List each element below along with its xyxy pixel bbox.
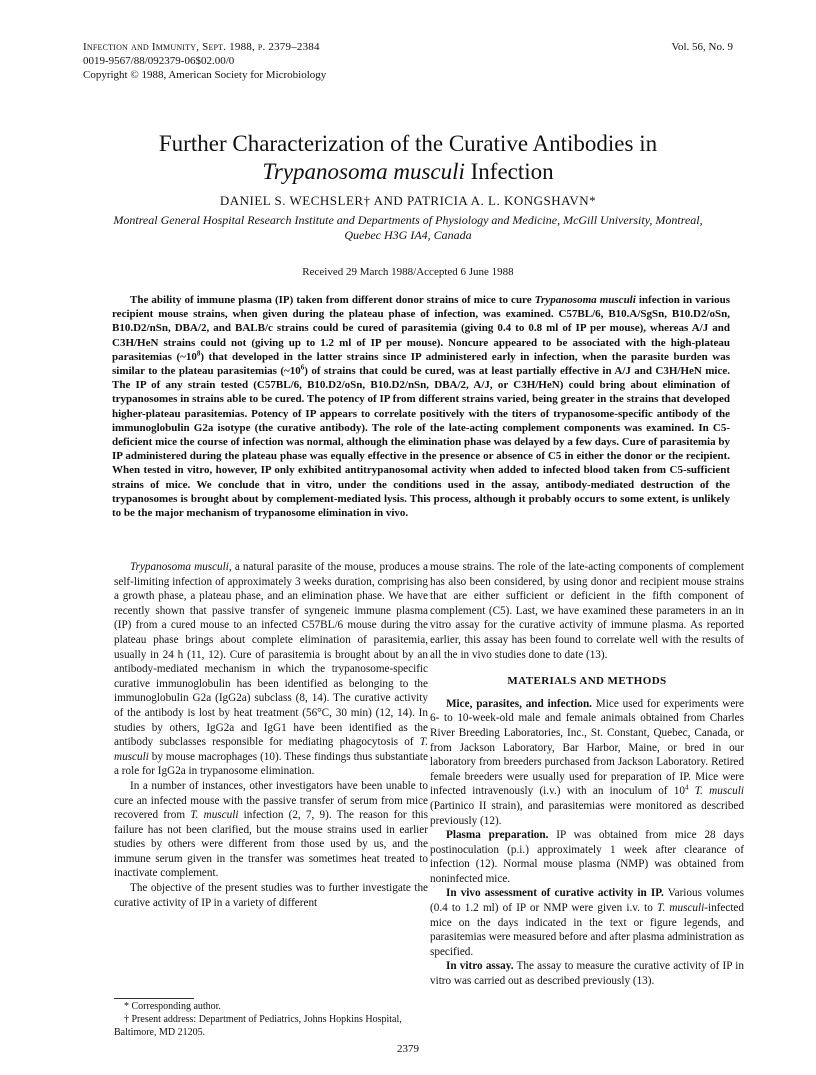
title-line-2 <box>60 158 756 186</box>
plasma-text: IP was obtained from mice 28 days postinoculation (p.i.) approximately 1 week after clearance of infection (12). Normal mouse plasma (NMP) was obtained from noninfected mice. <box>430 829 745 885</box>
title-line-1: Further Characterization of the Curative Antibodies in <box>158 131 658 156</box>
invivo-species: T. musculi <box>657 902 705 915</box>
mice-subheading: Mice, parasites, and infection. <box>446 697 592 710</box>
intro-paragraph-1-end: by mouse macrophages (10). These findings thus substantiate a role for IgG2a in trypanosome elimination. <box>114 750 428 778</box>
article-title <box>60 130 756 186</box>
mice-species: T. musculi <box>688 785 744 798</box>
invitro-text: The assay to measure the curative activity of IP in vitro was carried out as described previously (13). <box>430 960 744 988</box>
invivo-text: Various volumes (0.4 to 1.2 ml) of IP or NMP were given i.v. to <box>430 887 744 915</box>
mice-text-end: (Partinico II strain), and parasitemias were monitored as described previously (12). <box>430 799 744 827</box>
journal-citation: Infection and Immunity, Sept. 1988, p. 2379–2384 <box>83 41 320 53</box>
plasma-subheading: Plasma preparation. <box>446 829 549 842</box>
footnotes <box>114 1000 428 1039</box>
abstract-exponent-2: 6 <box>300 363 305 372</box>
received-dates: Received 29 March 1988/Accepted 6 June 1988 <box>302 266 514 278</box>
abstract-part-4: ) of strains that could be cured, was at least partially effective in A/J and C3H/HeN mice. The IP of any strain tested (C57BL/6, B10.D2/oSn, B10.D2/nSn, DBA/2, A/J, or C3H/HeN) could bring about elimination of trypanosomes in strains able to be cured. The potency of IP from different strains varied, being greater in the strains that developed higher-plateau parasitemias. Potency of IP appears to correlate positively with the titers of trypanosome-specific antibody of the immunoglobulin G2a isotype (the curative antibody). The role of the late-acting complement components was examined. In C5-deficient mice the course of infection was normal, although the elimination phase was delayed by a few days. Cure of parasitemia by IP administered during the plateau phase was equally effective in the presence or absence of C5 in either the donor or the recipient. When tested in vitro, however, IP only exhibited antitrypanosomal activity when added to infected blood taken from C5-sufficient strains of mice. We conclude that in vitro, under the conditions used in the assay, antibody-mediated destruction of the trypanosomes is brought about by complement-mediated lysis. This process, although it probably occurs to some extent, is unlikely to be the major mechanism of trypanosome elimination in vivo. <box>112 365 730 520</box>
invivo-subheading: In vivo assessment of curative activity in IP. <box>446 887 664 900</box>
methods-invivo <box>430 886 744 959</box>
intro-paragraph-1-text: , a natural parasite of the mouse, produces a self-limiting infection of approximately 3 weeks duration, comprising a growth phase, a plateau phase, and an elimination phase. We have recently shown that passive transfer of syngeneic immune plasma (IP) from a cured mouse to an infected C57BL/6 mouse during the plateau phase brings about complete elimination of parasitemia, usually in 24 h (11, 12). Cure of parasitemia is brought about by an antibody-mediated mechanism in which the trypanosome-specific curative immunoglobulin has been identified as belonging to the immunoglobulin G2a (IgG2a) subclass (8, 14). The curative activity of the antibody is lost by heat treatment (56°C, 30 min) (12, 14). In studies by others, IgG2a and IgG1 have been identified as the antibody subclasses responsible for mediating phagocytosis of <box>114 561 428 749</box>
intro-species: Trypanosoma musculi <box>130 561 229 573</box>
title-species: Trypanosoma musculi <box>262 159 465 184</box>
methods-heading: MATERIALS AND METHODS <box>507 675 667 688</box>
intro-paragraph-2-text: In a number of instances, other investigators have been unable to cure an infected mouse with the passive transfer of serum from mice recovered from <box>114 779 428 822</box>
journal-code: 0019-9567/88/092379-06$02.00/0 <box>83 55 235 67</box>
footnote-present-address: † Present address: Department of Pediatrics, Johns Hopkins Hospital, Baltimore, MD 21205. <box>114 1014 402 1038</box>
intro-species-3: T. musculi <box>190 809 239 822</box>
left-column <box>114 560 428 910</box>
right-column <box>430 560 744 989</box>
abstract-species: Trypanosoma musculi <box>534 294 636 306</box>
inoculum-exponent: 4 <box>684 783 689 792</box>
affiliation: Montreal General Hospital Research Institute and Departments of Physiology and Medicine, McGill University, Montreal, Quebec H3G IA4, Canada <box>113 213 703 242</box>
intro-paragraph-1 <box>114 560 428 779</box>
copyright-notice: Copyright © 1988, American Society for Microbiology <box>83 69 327 81</box>
abstract-part-2: infection in various recipient mouse strains, when given during the plateau phase of infection, was examined. C57BL/6, B10.A/SgSn, B10.D2/oSn, B10.D2/nSn, DBA/2, and BALB/c strains could be cured of parasitemia (giving 0.4 to 0.8 ml of IP per mouse), whereas A/J and C3H/HeN strains could not (giving up to 1.2 ml of IP per mouse). Noncure appeared to be associated with the high-plateau parasitemias (~10 <box>112 294 730 363</box>
mice-text: Mice used for experiments were 6- to 10-week-old male and female animals obtained from Charles River Breeding Laboratories, Inc., St. Constant, Quebec, Canada, or from Jackson Laboratory, Bar Harbor, Maine, or bred in our laboratory from breeders purchased from Jackson Laboratory. Retired female breeders were usually used for preparation of IP. Mice were infected intravenously (i.v.) with an inoculum of 10 <box>430 697 744 798</box>
intro-species-2: T. musculi <box>114 736 428 763</box>
invitro-subheading: In vitro assay. <box>446 960 514 973</box>
footnote-corresponding: * Corresponding author. <box>124 1001 221 1012</box>
title-line-2-rest: Infection <box>464 159 554 184</box>
intro-continuation: mouse strains. The role of the late-acting components of complement has also been considered, by using donor and recipient mouse strains that are either sufficient or deficient in the fifth component of complement (C5). Last, we have examined these parameters in an in vitro assay for the curative activity of immune plasma. As reported earlier, this assay has been found to correlate well with the results of all the in vivo studies done to date (13). <box>430 561 744 661</box>
methods-mice <box>430 697 744 828</box>
journal-header <box>83 40 483 82</box>
methods-plasma <box>430 828 744 886</box>
invivo-text-end: -infected mice on the days indicated in the text or figure legends, and parasitemias were measured before and after plasma administration as specified. <box>430 902 744 958</box>
abstract-part-1: The ability of immune plasma (IP) taken from different donor strains of mice to cure <box>130 294 535 306</box>
abstract-part-3: ) that developed in the latter strains since IP administered early in infection, when the parasite burden was similar to the plateau parasitemias (~10 <box>112 350 730 378</box>
page-number: 2379 <box>397 1043 419 1055</box>
volume-label: Vol. 56, No. 9 <box>671 41 733 53</box>
intro-paragraph-2-end: infection (2, 7, 9). The reason for this failure has not been clarified, but the mouse strains used in earlier studies by others were different from those used by us, and the immune serum given in the transfer was sometimes heat treated to inactivate complement. <box>114 809 429 880</box>
author-list: DANIEL S. WECHSLER† AND PATRICIA A. L. KONGSHAVN* <box>219 193 597 208</box>
abstract <box>112 293 730 520</box>
abstract-exponent-1: 8 <box>196 349 201 358</box>
footnote-divider <box>114 998 194 999</box>
methods-invitro <box>430 959 744 988</box>
intro-paragraph-3: The objective of the present studies was to further investigate the curative activity of IP in a variety of different <box>114 882 428 909</box>
intro-paragraph-2 <box>114 779 428 881</box>
